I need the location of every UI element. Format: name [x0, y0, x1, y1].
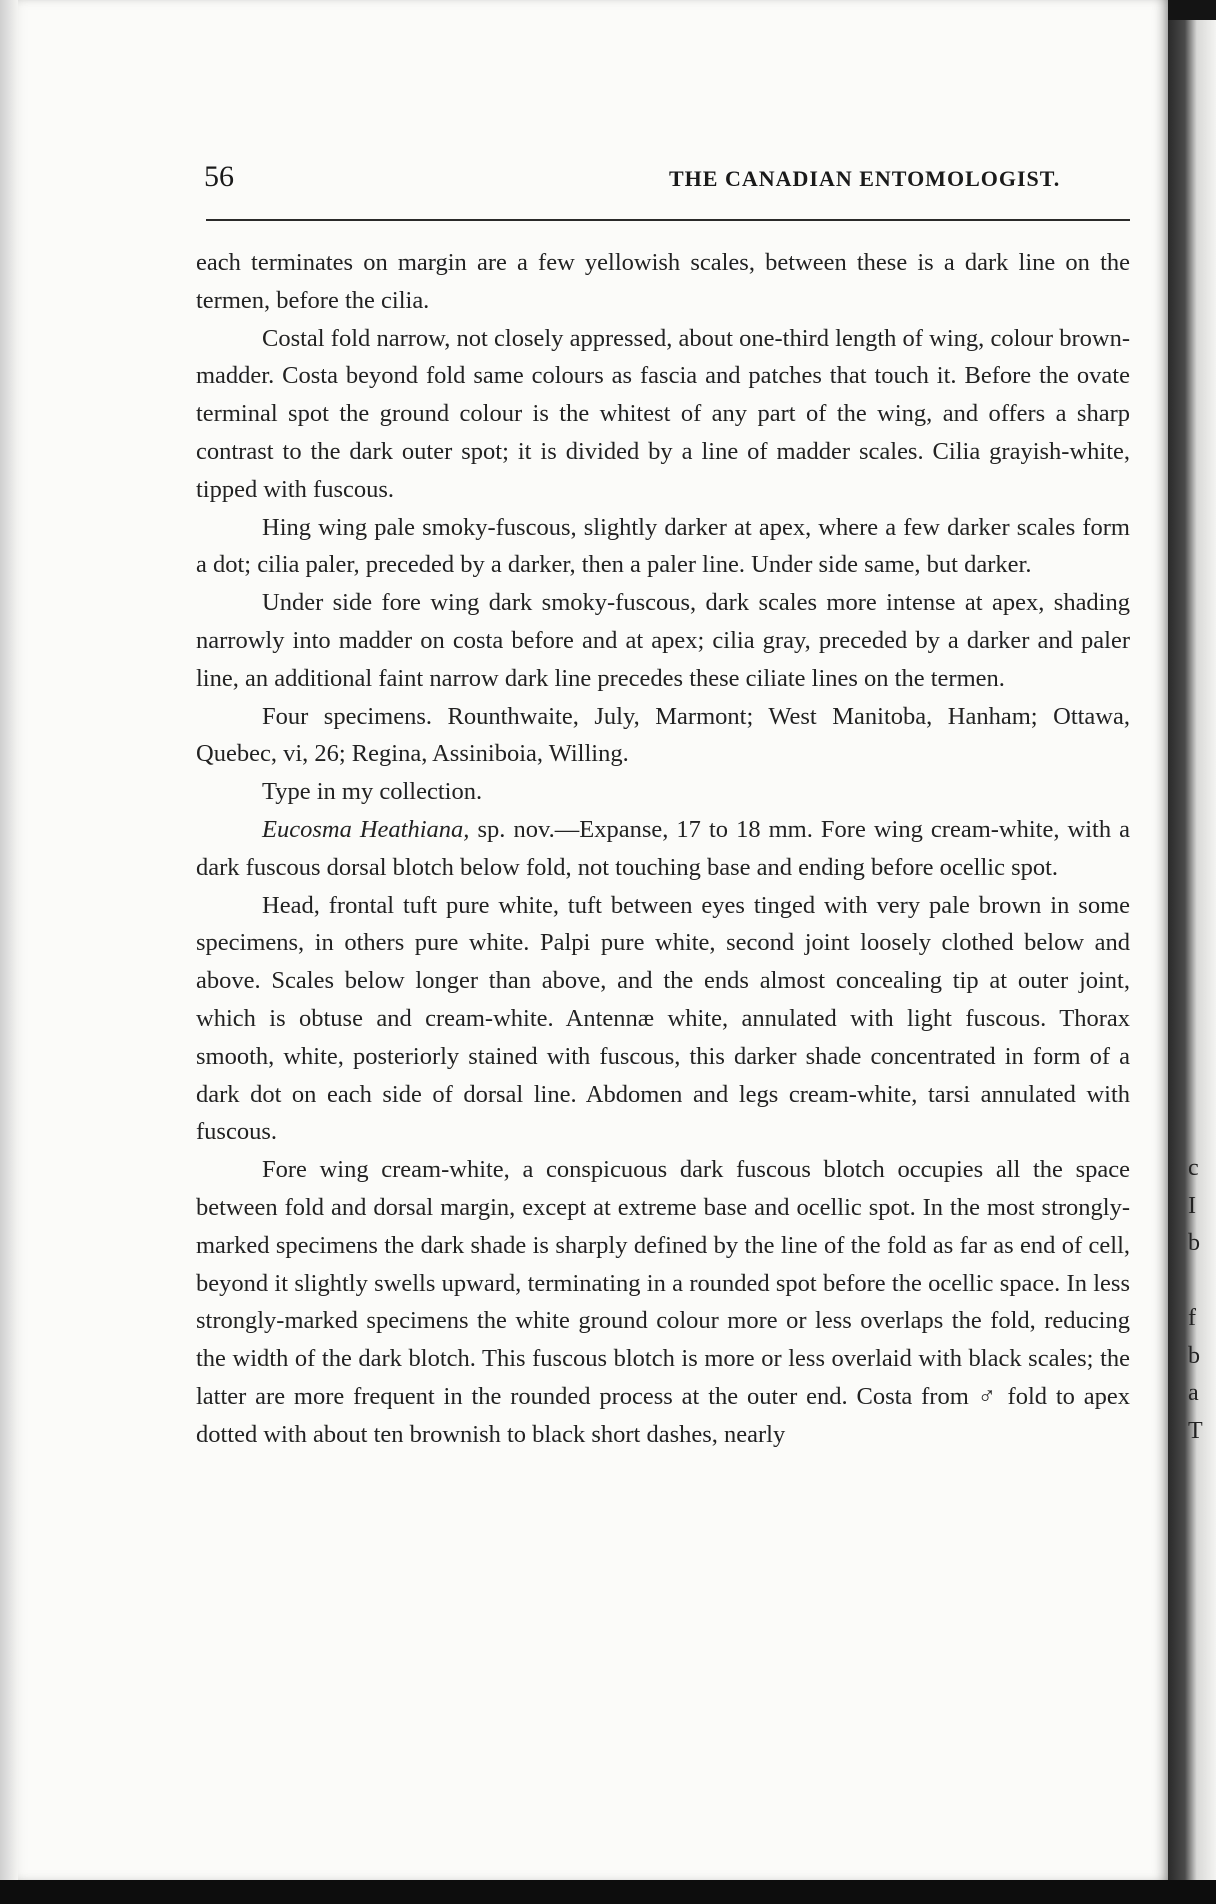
paragraph-head: Head, frontal tuft pure white, tuft between eyes tinged with very pale brown in some specimens, in others pure white. Palpi pure white, second joint loosely clothed below and above. Scales below longer than above, and the ends almost concealing tip at outer joint, which is obtuse and cream-white. Antennæ white, annulated with light fuscous. Thorax smooth, white, posteriorly stained with fuscous, this darker shade concentrated in form of a dark dot on each side of dorsal line. Abdomen and legs cream-white, tarsi annulated with fuscous. [196, 891, 1130, 1146]
species-name: Eucosma Heathiana, [262, 815, 470, 843]
body-text [196, 244, 1130, 1454]
page-gutter-shadow [0, 0, 18, 1880]
paragraph-fore-wing: Fore wing cream-white, a conspicuous dark fuscous blotch occupies all the space between fold and dorsal margin, except at extreme base and ocellic spot. In the most strongly-marked specimens the dark shade is sharply defined by the line of the fold as far as end of cell, beyond it slightly swells upward, terminating in a rounded spot before the ocellic space. In less strongly-marked specimens the white ground colour more or less overlaps the fold, reducing the width of the dark blotch. This fuscous blotch is more or less overlaid with black scales; the latter are more frequent in the rounded process at the outer end. Costa from ♂ fold to apex dotted with about ten brownish to black short dashes, nearly [196, 1156, 1130, 1448]
species-description: sp. nov.—Expanse, 17 to 18 mm. Fore wing cream-white, with a dark fuscous dorsal blotch below fold, not touching base and ending before ocellic spot. [196, 815, 1131, 881]
next-page-edge [1168, 20, 1216, 1880]
scan-bottom-border [0, 1880, 1216, 1904]
header-rule [206, 219, 1130, 221]
edge-char: f [1188, 1305, 1196, 1331]
edge-char: b [1188, 1342, 1200, 1369]
next-page-edge-text [1188, 1150, 1216, 1450]
edge-char [1188, 1263, 1216, 1301]
paragraph-continuation: each terminates on margin are a few yellowish scales, between these is a dark line on the termen, before the cilia. [196, 249, 1130, 314]
edge-char: T [1188, 1417, 1203, 1444]
edge-char: a [1188, 1380, 1199, 1406]
page-header [204, 160, 1134, 200]
running-head: THE CANADIAN ENTOMOLOGIST. [669, 166, 1061, 191]
edge-char: c [1188, 1155, 1199, 1181]
paragraph-species-description [196, 811, 1130, 887]
page-number: 56 [204, 160, 234, 193]
paragraph-specimens: Four specimens. Rounthwaite, July, Marmont; West Manitoba, Hanham; Ottawa, Quebec, vi, 26; Regina, Assiniboia, Willing. [196, 702, 1130, 768]
paragraph-hind-wing: Hing wing pale smoky-fuscous, slightly darker at apex, where a few darker scales form a dot; cilia paler, preceded by a darker, then a paler line. Under side same, but darker. [196, 513, 1130, 579]
paragraph-under-side: Under side fore wing dark smoky-fuscous, dark scales more intense at apex, shading narrowly into madder on costa before and at apex; cilia gray, preceded by a darker and paler line, an additional faint narrow dark line precedes these ciliate lines on the termen. [196, 589, 1130, 692]
edge-char: I [1188, 1192, 1196, 1219]
edge-char: b [1188, 1230, 1200, 1256]
paragraph-costal-fold: Costal fold narrow, not closely appressed, about one-third length of wing, colour brown-madder. Costa beyond fold same colours as fascia and patches that touch it. Before the ovate terminal spot the ground colour is the whitest of any part of the wing, and offers a sharp contrast to the dark outer spot; it is divided by a line of madder scales. Cilia grayish-white, tipped with fuscous. [196, 324, 1130, 503]
paragraph-type: Type in my collection. [262, 778, 483, 806]
